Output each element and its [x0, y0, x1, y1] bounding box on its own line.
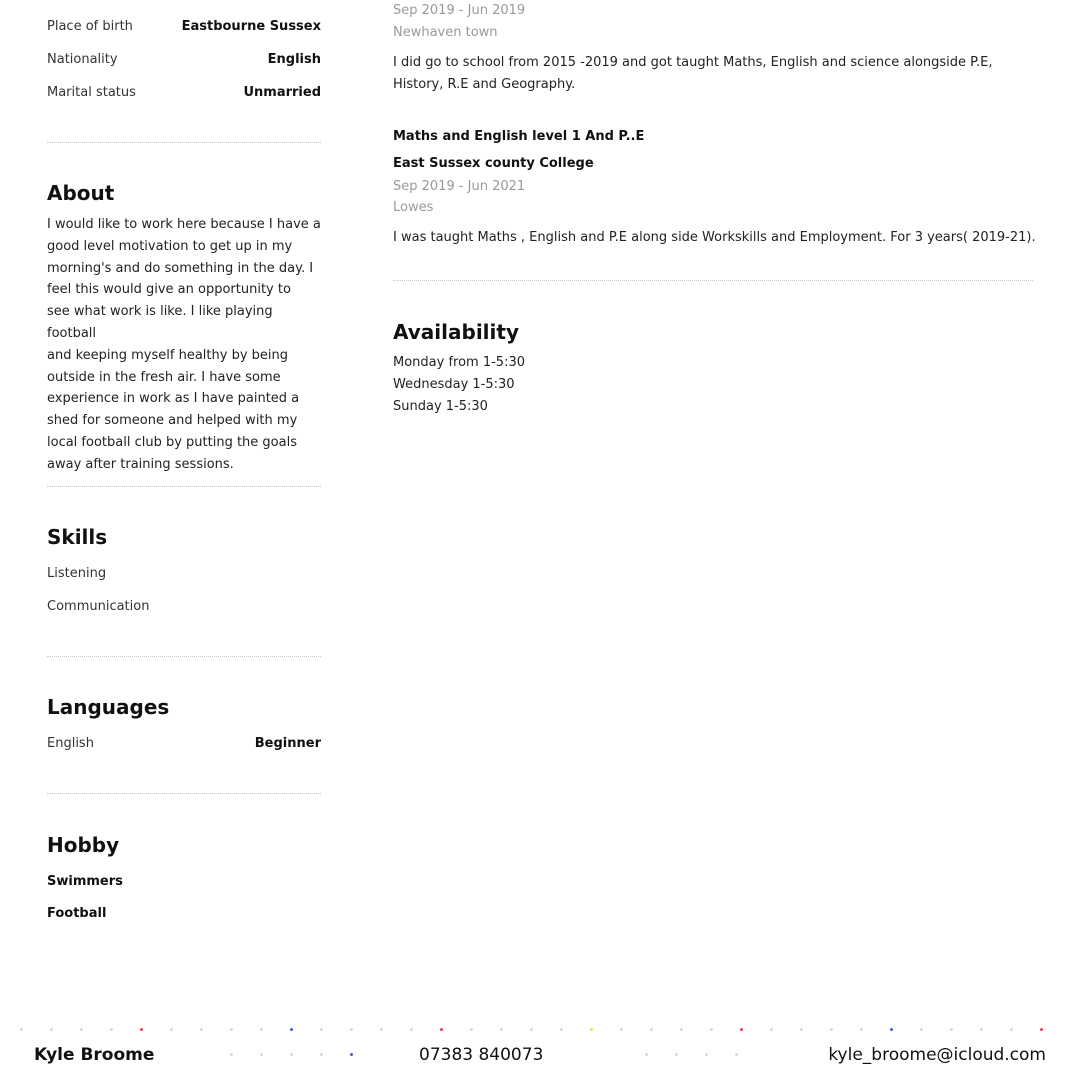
education-dates: Sep 2019 - Jun 2021 — [393, 179, 526, 194]
nationality-value: English — [267, 52, 321, 67]
divider — [47, 656, 321, 657]
availability-heading: Availability — [393, 320, 519, 344]
about-line: local football club by putting the goals — [47, 434, 297, 450]
footer-dot — [950, 1028, 953, 1031]
footer-dot — [1040, 1028, 1043, 1031]
footer-dot — [80, 1028, 83, 1031]
availability-item: Monday from 1-5:30 — [393, 355, 525, 370]
place-of-birth-label: Place of birth — [47, 19, 133, 34]
footer-dot — [735, 1053, 738, 1056]
about-line: feel this would give an opportunity to — [47, 282, 291, 298]
footer-dot — [645, 1053, 648, 1056]
footer-dot — [230, 1028, 233, 1031]
availability-item: Sunday 1-5:30 — [393, 399, 488, 414]
about-line: see what work is like. I like playing football — [47, 304, 273, 341]
language-name: English — [47, 736, 94, 751]
marital-status-label: Marital status — [47, 85, 136, 100]
footer-dot — [290, 1053, 293, 1056]
education-desc-line: I was taught Maths , English and P.E along side Workskills and Employment. For 3 years( 2019-21). — [393, 230, 1036, 245]
footer-dot — [675, 1053, 678, 1056]
footer-dot — [560, 1028, 563, 1031]
education-school: East Sussex county College — [393, 156, 594, 171]
footer-dot-separator — [645, 1053, 745, 1057]
footer-dot — [470, 1028, 473, 1031]
footer-dot — [200, 1028, 203, 1031]
marital-status-value: Unmarried — [243, 85, 321, 100]
about-line: shed for someone and helped with my — [47, 413, 298, 429]
footer-dot — [140, 1028, 143, 1031]
footer-name: Kyle Broome — [34, 1045, 155, 1065]
availability-item: Wednesday 1-5:30 — [393, 377, 515, 392]
footer-dot — [170, 1028, 173, 1031]
education-desc-line: I did go to school from 2015 -2019 and got taught Maths, English and science alongside P.E, — [393, 55, 993, 70]
footer-dot — [260, 1028, 263, 1031]
skill-item: Communication — [47, 599, 150, 614]
divider — [47, 486, 321, 487]
divider — [47, 142, 321, 143]
hobby-item: Swimmers — [47, 874, 123, 889]
footer-dot — [860, 1028, 863, 1031]
footer-dot — [710, 1028, 713, 1031]
marital-status-row — [47, 85, 321, 105]
education-desc-line: History, R.E and Geography. — [393, 76, 576, 92]
footer-dot-divider — [20, 1028, 1070, 1032]
education-title: Maths and English level 1 And P..E — [393, 129, 645, 144]
footer-dot — [590, 1028, 593, 1031]
footer-dot — [1010, 1028, 1013, 1031]
education-description — [393, 52, 992, 96]
footer-dot — [920, 1028, 923, 1031]
footer-dot — [290, 1028, 293, 1031]
about-text — [47, 214, 321, 476]
place-of-birth-value: Eastbourne Sussex — [181, 19, 321, 34]
languages-heading: Languages — [47, 695, 170, 719]
footer-email[interactable]: kyle_broome@icloud.com — [828, 1045, 1046, 1065]
divider — [47, 793, 321, 794]
footer-dot — [620, 1028, 623, 1031]
footer-dot — [260, 1053, 263, 1056]
about-line: experience in work as I have painted a — [47, 391, 300, 407]
place-of-birth-row — [47, 19, 321, 39]
footer-dot — [350, 1053, 353, 1056]
footer-dot — [530, 1028, 533, 1031]
footer-dot — [350, 1028, 353, 1031]
footer-phone[interactable]: 07383 840073 — [419, 1045, 544, 1065]
language-row — [47, 736, 321, 756]
nationality-label: Nationality — [47, 52, 118, 67]
footer-dot — [320, 1028, 323, 1031]
about-line: morning's and do something in the day. I — [47, 260, 314, 276]
footer-dot — [50, 1028, 53, 1031]
skill-item: Listening — [47, 566, 107, 581]
divider — [393, 280, 1033, 281]
footer-dot — [320, 1053, 323, 1056]
about-line: I would like to work here because I have a — [47, 217, 321, 232]
footer-dot — [680, 1028, 683, 1031]
skills-heading: Skills — [47, 525, 108, 549]
footer-dot — [230, 1053, 233, 1056]
hobby-item: Football — [47, 906, 107, 921]
education-location: Newhaven town — [393, 25, 498, 40]
about-line: away after training sessions. — [47, 456, 234, 472]
footer-dot — [410, 1028, 413, 1031]
education-description — [393, 227, 1036, 249]
footer-dot — [890, 1028, 893, 1031]
footer-dot — [380, 1028, 383, 1031]
footer-dot — [650, 1028, 653, 1031]
about-line: and keeping myself healthy by being — [47, 347, 288, 363]
footer-dot — [830, 1028, 833, 1031]
hobby-heading: Hobby — [47, 833, 120, 857]
footer-dot — [20, 1028, 23, 1031]
footer-dot — [740, 1028, 743, 1031]
about-heading: About — [47, 181, 115, 205]
footer-dot — [800, 1028, 803, 1031]
about-line: good level motivation to get up in my — [47, 238, 293, 254]
footer-dot-separator — [230, 1053, 355, 1057]
education-dates: Sep 2019 - Jun 2019 — [393, 3, 526, 18]
footer-dot — [110, 1028, 113, 1031]
language-level: Beginner — [254, 736, 321, 751]
footer-dot — [980, 1028, 983, 1031]
nationality-row — [47, 52, 321, 72]
footer-dot — [500, 1028, 503, 1031]
footer-dot — [770, 1028, 773, 1031]
footer-dot — [440, 1028, 443, 1031]
footer-dot — [705, 1053, 708, 1056]
education-location: Lowes — [393, 200, 434, 215]
about-line: outside in the fresh air. I have some — [47, 369, 281, 385]
